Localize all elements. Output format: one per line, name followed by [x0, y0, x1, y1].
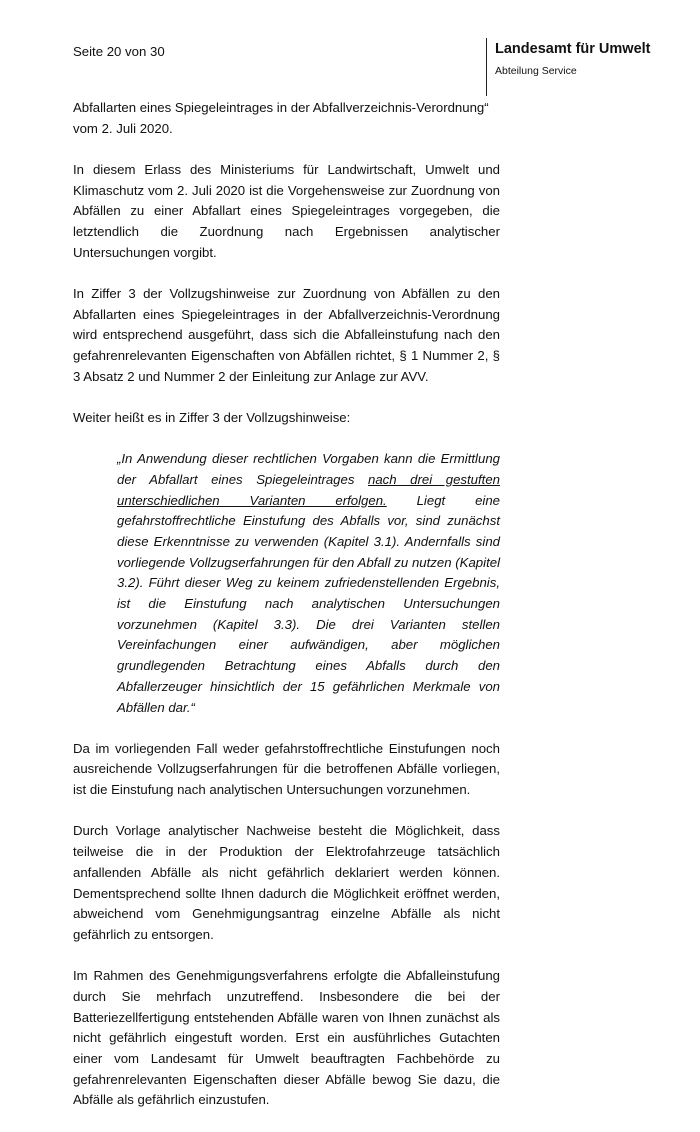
citation-quote	[73, 449, 500, 718]
paragraph-2: In diesem Erlass des Ministeriums für Landwirtschaft, Umwelt und Klimaschutz vom 2. Juli 2020 ist die Vorgehensweise zur Zuordnung von Abfällen zu einer Abfallart eines Spiegeleintrages vorgegeben, die letztendlich die Zuordnung nach Ergebnissen analytischer Untersuchungen vorgibt.	[73, 161, 500, 260]
quote-underlined-text: nach drei gestuften unterschiedlichen Varianten erfolgen.	[117, 471, 501, 508]
paragraph-3: In Ziffer 3 der Vollzugshinweise zur Zuordnung von Abfällen zu den Abfallarten eines Spiegeleintrages in der Abfallverzeichnis-Verordnung wird entsprechend ausgeführt, dass sich die Abfalleinstufung nach den gefahrenrelevanten Eigenschaften von Abfällen richtet, § 1 Nummer 2, § 3 Absatz 2 und Nummer 2 der Einleitung zur Anlage zur AVV.	[73, 285, 500, 384]
paragraph-5: Da im vorliegenden Fall weder gefahrstoffrechtliche Einstufungen noch ausreichende Vollzugserfahrungen für die betroffenen Abfälle vorliegen, ist die Einstufung nach analytischen Untersuchungen vorzunehmen.	[73, 740, 500, 798]
paragraph-7: Im Rahmen des Genehmigungsverfahrens erfolgte die Abfalleinstufung durch Sie mehrfach unzutreffend. Insbesondere die bei der Batteriezellfertigung entstehenden Abfälle waren von Ihnen zunächst als nicht gefährlich eingestuft worden. Erst ein ausführliches Gutachten einer vom Landesamt für Umwelt beauftragten Fachbehörde zu gefahrenrelevanten Eigenschaften dieser Abfälle bewog Sie dazu, die Abfälle als gefährlich einzustufen.	[73, 968, 500, 1108]
page-number: Seite 20 von 30	[73, 44, 165, 59]
paragraph-4: Weiter heißt es in Ziffer 3 der Vollzugshinweise:	[73, 409, 351, 425]
organization-name: Landesamt für Umwelt	[495, 41, 651, 57]
paragraph-6: Durch Vorlage analytischer Nachweise besteht die Möglichkeit, dass teilweise die in der Produktion der Elektrofahrzeuge tatsächlich anfallenden Abfälle als nicht gefährlich deklariert werden können. Dementsprechend sollte Ihnen dadurch die Möglichkeit eröffnet werden, abweichend vom Genehmigungsantrag einzelne Abfälle als nicht gefährlich zu entsorgen.	[73, 823, 500, 942]
quote-text-end: Liegt eine gefahrstoffrechtliche Einstufung des Abfalls vor, sind zunächst diese Erkenntnisse zu verwenden (Kapitel 3.1). Andernfalls sind vorliegende Vollzugserfahrungen für den Abfall zu nutzen (Kapitel 3.2). Führt dieser Weg zu keinem zufriedenstellenden Ergebnis, ist die Einstufung nach analytischen Untersuchungen vorzunehmen (Kapitel 3.3). Die drei Varianten stellen Vereinfachungen einer aufwändigen, aber möglichen grundlegenden Betrachtung eines Abfalls durch den Abfallerzeuger hinsichtlich der 15 gefährlichen Merkmale von Abfällen dar.“	[117, 492, 501, 715]
organization-department: Abteilung Service	[495, 65, 577, 77]
paragraph-1: Abfallarten eines Spiegeleintrages in der Abfallverzeichnis-Verordnung“ vom 2. Juli 2020.	[73, 100, 489, 136]
document-body	[73, 98, 500, 1132]
quote-text-start: „In Anwendung dieser rechtlichen Vorgaben kann die Ermittlung der Abfallart eines Spiegeleintrages	[117, 451, 500, 487]
letterhead	[486, 38, 651, 96]
